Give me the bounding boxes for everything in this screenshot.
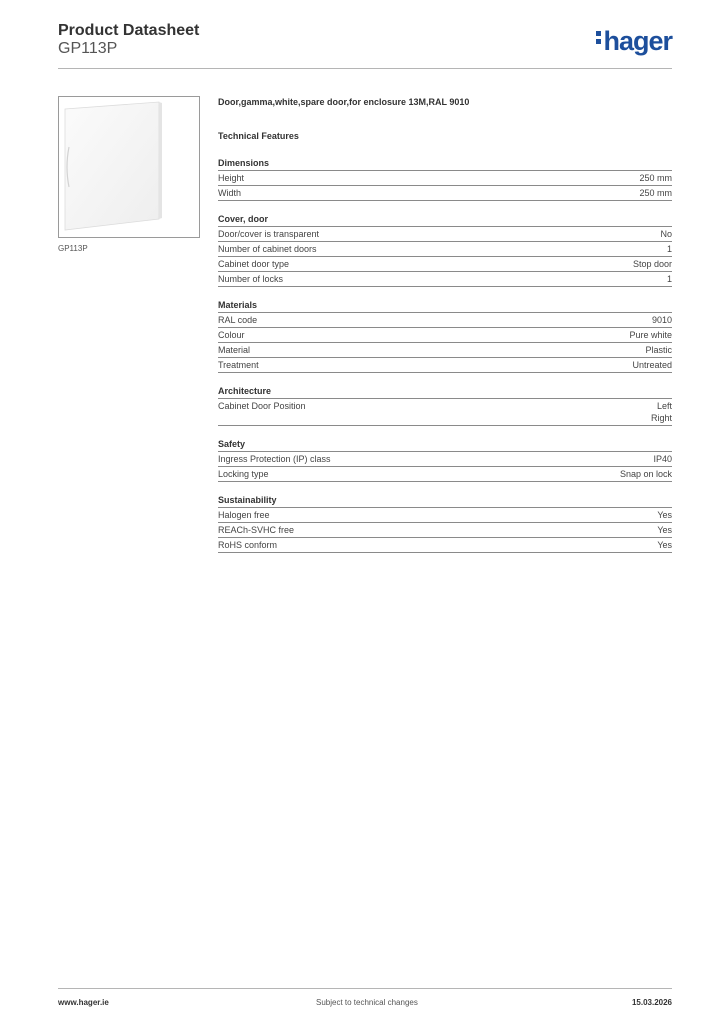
feature-section (218, 385, 672, 426)
hager-logo (596, 26, 672, 56)
feature-row (218, 538, 672, 553)
product-code: GP113P (58, 40, 118, 57)
image-caption: GP113P (58, 244, 88, 253)
feature-value (629, 329, 672, 341)
feature-label: Cabinet door type (218, 259, 290, 269)
feature-label: Height (218, 173, 245, 183)
feature-section (218, 299, 672, 373)
feature-value-line: IP40 (653, 454, 672, 464)
feature-label: RAL code (218, 315, 258, 325)
feature-label: RoHS conform (218, 540, 278, 550)
feature-row (218, 399, 672, 426)
feature-value-line: 250 mm (639, 173, 672, 183)
feature-section (218, 438, 672, 482)
feature-label: Door/cover is transparent (218, 229, 320, 239)
feature-label: Width (218, 188, 242, 198)
section-title: Materials (218, 299, 672, 313)
feature-value-line: Plastic (645, 345, 672, 355)
feature-label: Halogen free (218, 510, 270, 520)
feature-value-line: Stop door (632, 259, 672, 269)
feature-label: Number of locks (218, 274, 284, 284)
feature-value (653, 453, 672, 465)
product-image-frame (58, 96, 200, 238)
logo-dots-icon (596, 31, 601, 47)
feature-label: Number of cabinet doors (218, 244, 317, 254)
feature-value-line: 9010 (651, 315, 672, 325)
feature-value-line: Pure white (629, 330, 672, 340)
feature-row (218, 171, 672, 186)
feature-row (218, 358, 672, 373)
feature-value (633, 258, 672, 270)
feature-value (632, 359, 672, 371)
feature-value-line: No (660, 229, 672, 239)
page-header (58, 22, 672, 69)
page-title: Product Datasheet (58, 22, 200, 39)
feature-value (639, 187, 672, 199)
feature-section (218, 213, 672, 287)
feature-value-line: 1 (666, 274, 672, 284)
feature-value-line: Yes (657, 510, 672, 520)
footer-date: 15.03.2026 (631, 998, 672, 1007)
feature-row (218, 467, 672, 482)
feature-row (218, 523, 672, 538)
feature-value (657, 539, 672, 551)
product-description: Door,gamma,white,spare door,for enclosure 13M,RAL 9010 (218, 97, 470, 107)
feature-value (645, 344, 672, 356)
feature-sections (218, 157, 672, 553)
feature-value-line: Untreated (632, 360, 672, 370)
feature-row (218, 328, 672, 343)
feature-value-line: Yes (657, 525, 672, 535)
feature-label: Locking type (218, 469, 269, 479)
feature-row (218, 257, 672, 272)
footer-website: www.hager.ie (58, 998, 109, 1007)
feature-value (651, 400, 672, 424)
feature-row (218, 242, 672, 257)
feature-value-line: Right (650, 413, 672, 423)
feature-label: Material (218, 345, 251, 355)
feature-value (620, 468, 672, 480)
feature-row (218, 508, 672, 523)
feature-value (639, 172, 672, 184)
feature-row (218, 227, 672, 242)
feature-value (657, 524, 672, 536)
logo-text: hager (603, 26, 672, 56)
feature-value (667, 273, 672, 285)
feature-value (657, 509, 672, 521)
section-title: Cover, door (218, 213, 672, 227)
feature-row (218, 313, 672, 328)
feature-value (660, 228, 672, 240)
feature-value-line: Snap on lock (619, 469, 672, 479)
feature-section (218, 157, 672, 201)
product-details (218, 96, 672, 553)
feature-section (218, 494, 672, 553)
feature-row (218, 186, 672, 201)
page-footer (58, 988, 672, 1009)
feature-label: REACh-SVHC free (218, 525, 295, 535)
feature-value-line: Yes (657, 540, 672, 550)
feature-value (652, 314, 672, 326)
feature-row (218, 452, 672, 467)
feature-label: Treatment (218, 360, 259, 370)
section-title: Dimensions (218, 157, 672, 171)
section-title: Safety (218, 438, 672, 452)
feature-value-line: Left (656, 401, 672, 411)
footer-notice: Subject to technical changes (316, 998, 418, 1007)
feature-row (218, 343, 672, 358)
feature-label: Cabinet Door Position (218, 401, 306, 411)
feature-value-line: 250 mm (639, 188, 672, 198)
feature-value (667, 243, 672, 255)
door-panel-image (59, 97, 199, 237)
feature-label: Ingress Protection (IP) class (218, 454, 331, 464)
feature-label: Colour (218, 330, 245, 340)
section-title: Sustainability (218, 494, 672, 508)
technical-features-heading: Technical Features (218, 131, 299, 141)
feature-row (218, 272, 672, 287)
feature-value-line: 1 (666, 244, 672, 254)
section-title: Architecture (218, 385, 672, 399)
